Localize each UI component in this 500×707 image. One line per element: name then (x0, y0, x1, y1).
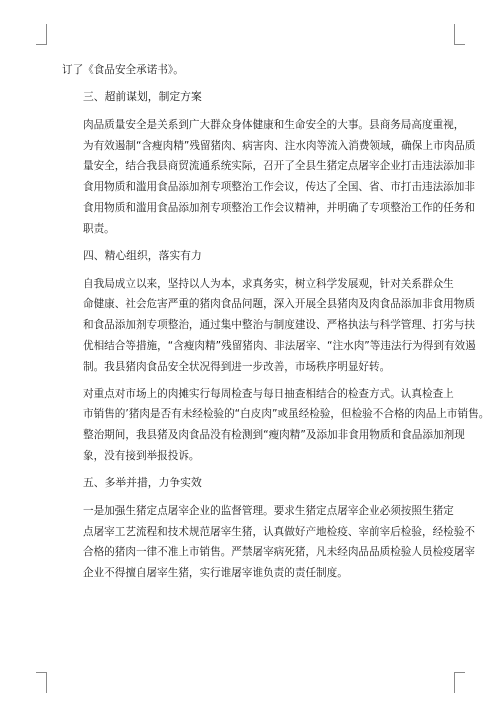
section-heading-5: 五、多举并措，力争实效 (83, 475, 202, 489)
text-line: 食用物质和滥用食品添加剂专项整治工作会议精神，并明确了专项整治工作的任务和 (83, 201, 475, 214)
paragraph (62, 274, 476, 378)
text-line: 整治期间，我县猪及肉食品没有检测到“瘦肉精”及添加非食用物质和食品添加剂现 (83, 429, 465, 442)
text-line: 自我局成立以来，坚持以人为本，求真务实，树立科学发展观，针对关系群众生 (83, 277, 454, 290)
text-line: 对重点对市场上的肉摊实行每周检查与每日抽查相结合的检查方式。认真检查上 (83, 387, 454, 400)
section-heading-4: 四、精心组织，落实有力 (83, 248, 202, 262)
text-line: 订了《食品安全承诺书》。 (62, 64, 184, 76)
document-body (62, 60, 490, 590)
crop-mark-top-left (36, 24, 47, 45)
text-line: 一是加强生猪定点屠宰企业的监督管理。要求生猪定点屠宰企业必须按照生猪定 (83, 504, 454, 517)
paragraph (62, 384, 490, 467)
crop-mark-bottom-right (454, 672, 465, 693)
section-heading-3: 三、超前谋划，制定方案 (83, 89, 202, 103)
text-line: 点屠宰工艺流程和技术规范屠宰生猪，认真做好产地检疫、宰前宰后检验，经检验不 (83, 525, 475, 538)
crop-mark-top-right (454, 24, 465, 45)
text-line: 为有效遏制“含瘦肉精”残留猪肉、病害肉、注水肉等流入消费领域，确保上市肉品质 (83, 139, 476, 152)
text-line: 优相结合等措施，“含瘦肉精”残留猪肉、非法屠宰、“注水肉”等违法行为得到有效遏 (83, 339, 476, 352)
text-line: 象，没有接到举报投诉。 (83, 449, 200, 462)
text-line: 市销售的’猪肉是否有未经检验的“白皮肉”或虽经检验，但检验不合格的肉品上市销售。 (83, 408, 490, 421)
crop-mark-bottom-left (36, 672, 47, 693)
text-line: 职责。 (83, 222, 115, 235)
continuation-line (62, 60, 444, 81)
text-line: 和食品添加剂专项整治，通过集中整治与制度建设、严格执法与科学管理、打劣与扶 (83, 319, 475, 332)
text-line: 制。我县猪肉食品安全状况得到进一步改善，市场秩序明显好转。 (83, 360, 391, 373)
text-line: 企业不得擅自屠宰生猪，实行谁屠宰谁负责的责任制度。 (83, 567, 348, 580)
text-line: 肉品质量安全是关系到广大群众身体健康和生命安全的大事。县商务局高度重视， (83, 118, 465, 131)
text-line: 量安全，结合我县商贸流通系统实际，召开了全县生猪定点屠宰企业打击违法添加非 (83, 160, 475, 173)
paragraph (62, 115, 476, 240)
text-line: 合格的猪肉一律不准上市销售。严禁屠宰病死猪，凡未经肉品品质检验人员检疫屠宰 (83, 546, 475, 559)
text-line: 命健康、社会危害严重的猪肉食品问题，深入开展全县猪肉及肉食品添加非食用物质 (83, 298, 475, 311)
text-line: 食用物质和滥用食品添加剂专项整治工作会议，传达了全国、省、市打击违法添加非 (83, 181, 475, 194)
paragraph (62, 501, 475, 584)
